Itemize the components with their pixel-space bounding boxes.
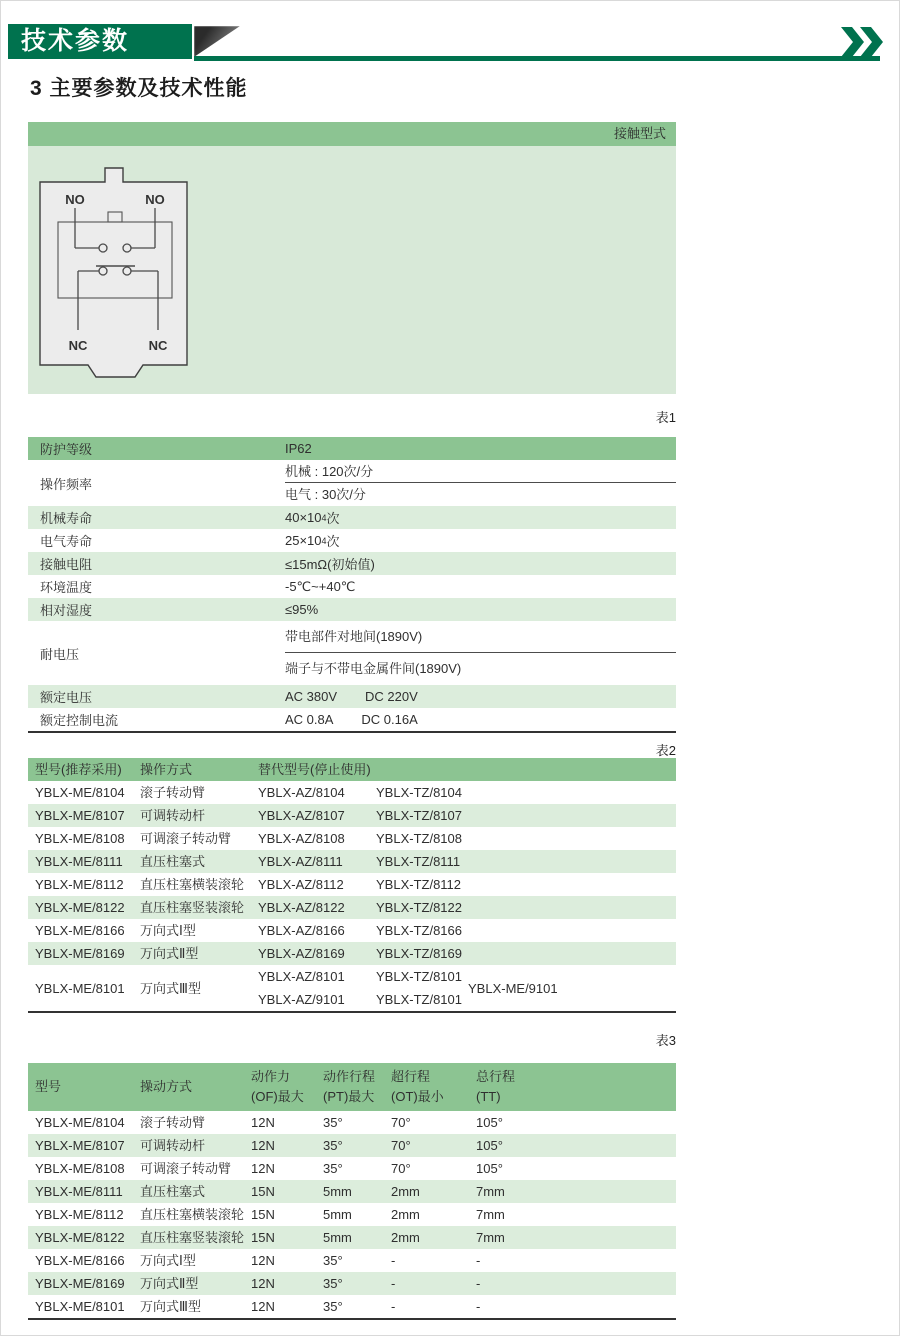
travel-cell: 35°	[323, 1161, 343, 1176]
alt-model-cell: YBLX-AZ/9101	[258, 992, 345, 1007]
overtravel-cell: -	[391, 1299, 396, 1314]
header-bar	[8, 24, 192, 59]
contact-type-label: 接触型式	[28, 122, 676, 146]
spec-label: 额定控制电流	[40, 713, 119, 728]
alt-model-cell: YBLX-TZ/8108	[376, 831, 462, 846]
column-header: 超行程 (OT)最小	[391, 1069, 444, 1104]
table-row	[28, 621, 676, 685]
model-cell: YBLX-ME/8112	[35, 1207, 124, 1222]
nc-right-label: NC	[148, 338, 168, 353]
alt-model-cell: YBLX-TZ/8107	[376, 808, 462, 823]
travel-cell: 5mm	[323, 1207, 352, 1222]
alt-model-cell: YBLX-AZ/8111	[258, 854, 343, 869]
spec-value: AC 0.8A DC 0.16A	[285, 712, 418, 727]
table-row	[28, 850, 676, 873]
overtravel-cell: 2mm	[391, 1207, 420, 1222]
travel-cell: 35°	[323, 1276, 343, 1291]
alt-model-cell: YBLX-TZ/8169	[376, 946, 462, 961]
table-row	[28, 575, 676, 598]
double-chevron-icon	[841, 27, 883, 57]
travel-cell: 5mm	[323, 1230, 352, 1245]
spec-label: 操作频率	[40, 476, 93, 492]
model-cell: YBLX-ME/8104	[35, 1115, 125, 1130]
total-travel-cell: 7mm	[476, 1184, 505, 1199]
table-row	[28, 1295, 676, 1318]
spec-value: AC 380V DC 220V	[285, 689, 418, 704]
spec-value: 带电部件对地间(1890V)	[285, 621, 676, 653]
spec-value: ≤95%	[285, 602, 319, 617]
operation-cell: 可调滚子转动臂	[140, 831, 232, 846]
overtravel-cell: 2mm	[391, 1230, 420, 1245]
model-cell: YBLX-ME/8166	[35, 923, 125, 938]
table-row	[28, 506, 676, 529]
total-travel-cell: -	[476, 1253, 481, 1268]
operation-cell: 直压柱塞竖装滚轮	[140, 900, 245, 915]
operation-cell: 万向式Ⅱ型	[140, 946, 199, 961]
operation-cell: 直压柱塞横装滚轮	[140, 877, 245, 892]
table-row	[28, 1111, 676, 1134]
model-cell: YBLX-ME/8122	[35, 1230, 125, 1245]
page-title: 技术参数	[21, 27, 130, 55]
table-row	[28, 896, 676, 919]
model-cell: YBLX-ME/8108	[35, 1161, 125, 1176]
spec-label: 防护等级	[40, 442, 93, 457]
table-row	[28, 1226, 676, 1249]
table-row	[28, 437, 676, 460]
model-cell: YBLX-ME/8111	[35, 1184, 123, 1199]
travel-cell: 35°	[323, 1115, 343, 1130]
method-cell: 可调转动杆	[140, 1138, 206, 1153]
method-cell: 可调滚子转动臂	[140, 1161, 232, 1176]
alt-model-cell: YBLX-TZ/8112	[376, 877, 462, 892]
operation-cell: 万向式Ⅲ型	[140, 980, 201, 996]
table-row	[28, 827, 676, 850]
travel-cell: 35°	[323, 1253, 343, 1268]
model-cell: YBLX-ME/8169	[35, 1276, 125, 1291]
alt-model-cell: YBLX-AZ/8101	[258, 969, 345, 984]
force-cell: 12N	[251, 1253, 275, 1268]
force-cell: 15N	[251, 1230, 275, 1245]
method-cell: 滚子转动臂	[140, 1115, 206, 1130]
spec-value: -5℃~+40℃	[285, 578, 356, 594]
travel-cell: 35°	[323, 1299, 343, 1314]
no-left-label: NO	[65, 192, 85, 207]
model-cell: YBLX-ME/8166	[35, 1253, 125, 1268]
force-cell: 15N	[251, 1184, 275, 1199]
column-header: 替代型号(停止使用)	[258, 762, 371, 777]
total-travel-cell: 105°	[476, 1115, 503, 1130]
travel-cell: 35°	[323, 1138, 343, 1153]
model-cell: YBLX-ME/8104	[35, 785, 125, 800]
total-travel-cell: -	[476, 1276, 481, 1291]
method-cell: 直压柱塞式	[140, 1184, 206, 1199]
operation-cell: 直压柱塞式	[140, 854, 206, 869]
overtravel-cell: 70°	[391, 1161, 411, 1176]
alt-model-cell: YBLX-AZ/8122	[258, 900, 345, 915]
alt-model-cell: YBLX-TZ/8104	[376, 785, 462, 800]
model-cell: YBLX-ME/8107	[35, 808, 125, 823]
table-row	[28, 781, 676, 804]
table3-caption: 表3	[655, 1033, 676, 1048]
contact-type-panel	[28, 122, 676, 394]
table-row	[28, 1272, 676, 1295]
force-cell: 12N	[251, 1138, 275, 1153]
method-cell: 万向式Ⅱ型	[140, 1276, 199, 1291]
force-cell: 12N	[251, 1161, 275, 1176]
table-header-row	[28, 758, 676, 781]
table-row	[28, 1203, 676, 1226]
alt-model-cell: YBLX-TZ/8166	[376, 923, 462, 938]
header-underline	[194, 56, 880, 61]
table-row	[28, 1180, 676, 1203]
method-cell: 万向式Ⅰ型	[140, 1253, 196, 1268]
spec-label: 电气寿命	[40, 534, 93, 549]
table-row	[28, 708, 676, 731]
total-travel-cell: -	[476, 1299, 481, 1314]
spec-value: ≤15mΩ(初始值)	[285, 557, 375, 572]
model-cell: YBLX-ME/8107	[35, 1138, 125, 1153]
travel-cell: 5mm	[323, 1184, 352, 1199]
force-cell: 15N	[251, 1207, 275, 1222]
table-row	[28, 685, 676, 708]
table-row	[28, 598, 676, 621]
column-header: 操动方式	[140, 1079, 193, 1094]
spec-value: 25×10 4 次	[285, 533, 340, 549]
table-row	[28, 1249, 676, 1272]
total-travel-cell: 105°	[476, 1161, 503, 1176]
overtravel-cell: -	[391, 1253, 396, 1268]
overtravel-cell: 70°	[391, 1115, 411, 1130]
table1-specs	[28, 437, 676, 733]
model-cell: YBLX-ME/8169	[35, 946, 125, 961]
alt-model-cell: YBLX-AZ/8169	[258, 946, 345, 961]
table-row	[28, 965, 676, 1011]
column-header: 型号	[35, 1079, 62, 1094]
operation-cell: 可调转动杆	[140, 808, 206, 823]
table2-models	[28, 758, 676, 1013]
table-header-row	[28, 1063, 676, 1111]
nc-left-label: NC	[68, 338, 88, 353]
spec-label: 相对湿度	[40, 603, 93, 618]
operation-cell: 滚子转动臂	[140, 785, 206, 800]
spec-label: 机械寿命	[40, 511, 93, 526]
spec-value: 端子与不带电金属件间(1890V)	[285, 661, 462, 676]
total-travel-cell: 7mm	[476, 1207, 505, 1222]
operation-cell: 万向式Ⅰ型	[140, 923, 196, 938]
table-row	[28, 552, 676, 575]
overtravel-cell: 2mm	[391, 1184, 420, 1199]
alt-model-cell: YBLX-TZ/8122	[376, 900, 462, 915]
table-row	[28, 873, 676, 896]
alt-model-cell: YBLX-AZ/8107	[258, 808, 345, 823]
alt-model-cell: YBLX-AZ/8104	[258, 785, 345, 800]
column-header: 总行程 (TT)	[476, 1069, 516, 1104]
overtravel-cell: 70°	[391, 1138, 411, 1153]
swoosh-decoration-icon	[194, 26, 240, 57]
table-row	[28, 804, 676, 827]
spec-value: 40×10 4 次	[285, 510, 340, 526]
spec-value: 电气 : 30次/分	[285, 487, 366, 502]
table-row	[28, 1157, 676, 1180]
table-row	[28, 942, 676, 965]
force-cell: 12N	[251, 1276, 275, 1291]
table-row	[28, 529, 676, 552]
table2-caption: 表2	[655, 743, 676, 758]
model-cell: YBLX-ME/8122	[35, 900, 125, 915]
model-cell: YBLX-ME/8101	[35, 980, 125, 996]
alt-model-cell: YBLX-AZ/8112	[258, 877, 344, 892]
alt-model-cell: YBLX-ME/9101	[468, 980, 558, 996]
column-header: 型号(推荐采用)	[35, 762, 122, 777]
overtravel-cell: -	[391, 1276, 396, 1291]
force-cell: 12N	[251, 1299, 275, 1314]
spec-label: 环境温度	[40, 580, 93, 595]
alt-model-cell: YBLX-TZ/8101	[376, 992, 462, 1007]
alt-model-cell: YBLX-AZ/8108	[258, 831, 345, 846]
column-header: 操作方式	[140, 762, 193, 777]
contact-diagram-area	[28, 146, 676, 394]
section-title: 3 主要参数及技术性能	[30, 77, 248, 100]
method-cell: 万向式Ⅲ型	[140, 1299, 201, 1314]
model-cell: YBLX-ME/8111	[35, 854, 123, 869]
alt-model-cell: YBLX-TZ/8111	[376, 854, 461, 869]
method-cell: 直压柱塞横装滚轮	[140, 1207, 245, 1222]
table-row	[28, 460, 676, 506]
table3-performance	[28, 1063, 676, 1320]
model-cell: YBLX-ME/8108	[35, 831, 125, 846]
table-row	[28, 1134, 676, 1157]
alt-model-cell: YBLX-TZ/8101	[376, 969, 462, 984]
model-cell: YBLX-ME/8112	[35, 877, 124, 892]
force-cell: 12N	[251, 1115, 275, 1130]
no-right-label: NO	[145, 192, 165, 207]
column-header: 动作行程 (PT)最大	[323, 1069, 376, 1104]
spec-value: 机械 : 120次/分	[285, 460, 676, 483]
spec-value: IP62	[285, 441, 312, 456]
contact-diagram	[28, 146, 248, 394]
spec-label: 耐电压	[40, 646, 80, 662]
column-header: 动作力 (OF)最大	[251, 1069, 304, 1104]
table-row	[28, 919, 676, 942]
table1-caption: 表1	[655, 410, 676, 425]
spec-label: 额定电压	[40, 690, 93, 705]
spec-label: 接触电阻	[40, 557, 93, 572]
alt-model-cell: YBLX-AZ/8166	[258, 923, 345, 938]
method-cell: 直压柱塞竖装滚轮	[140, 1230, 245, 1245]
model-cell: YBLX-ME/8101	[35, 1299, 125, 1314]
total-travel-cell: 105°	[476, 1138, 503, 1153]
total-travel-cell: 7mm	[476, 1230, 505, 1245]
